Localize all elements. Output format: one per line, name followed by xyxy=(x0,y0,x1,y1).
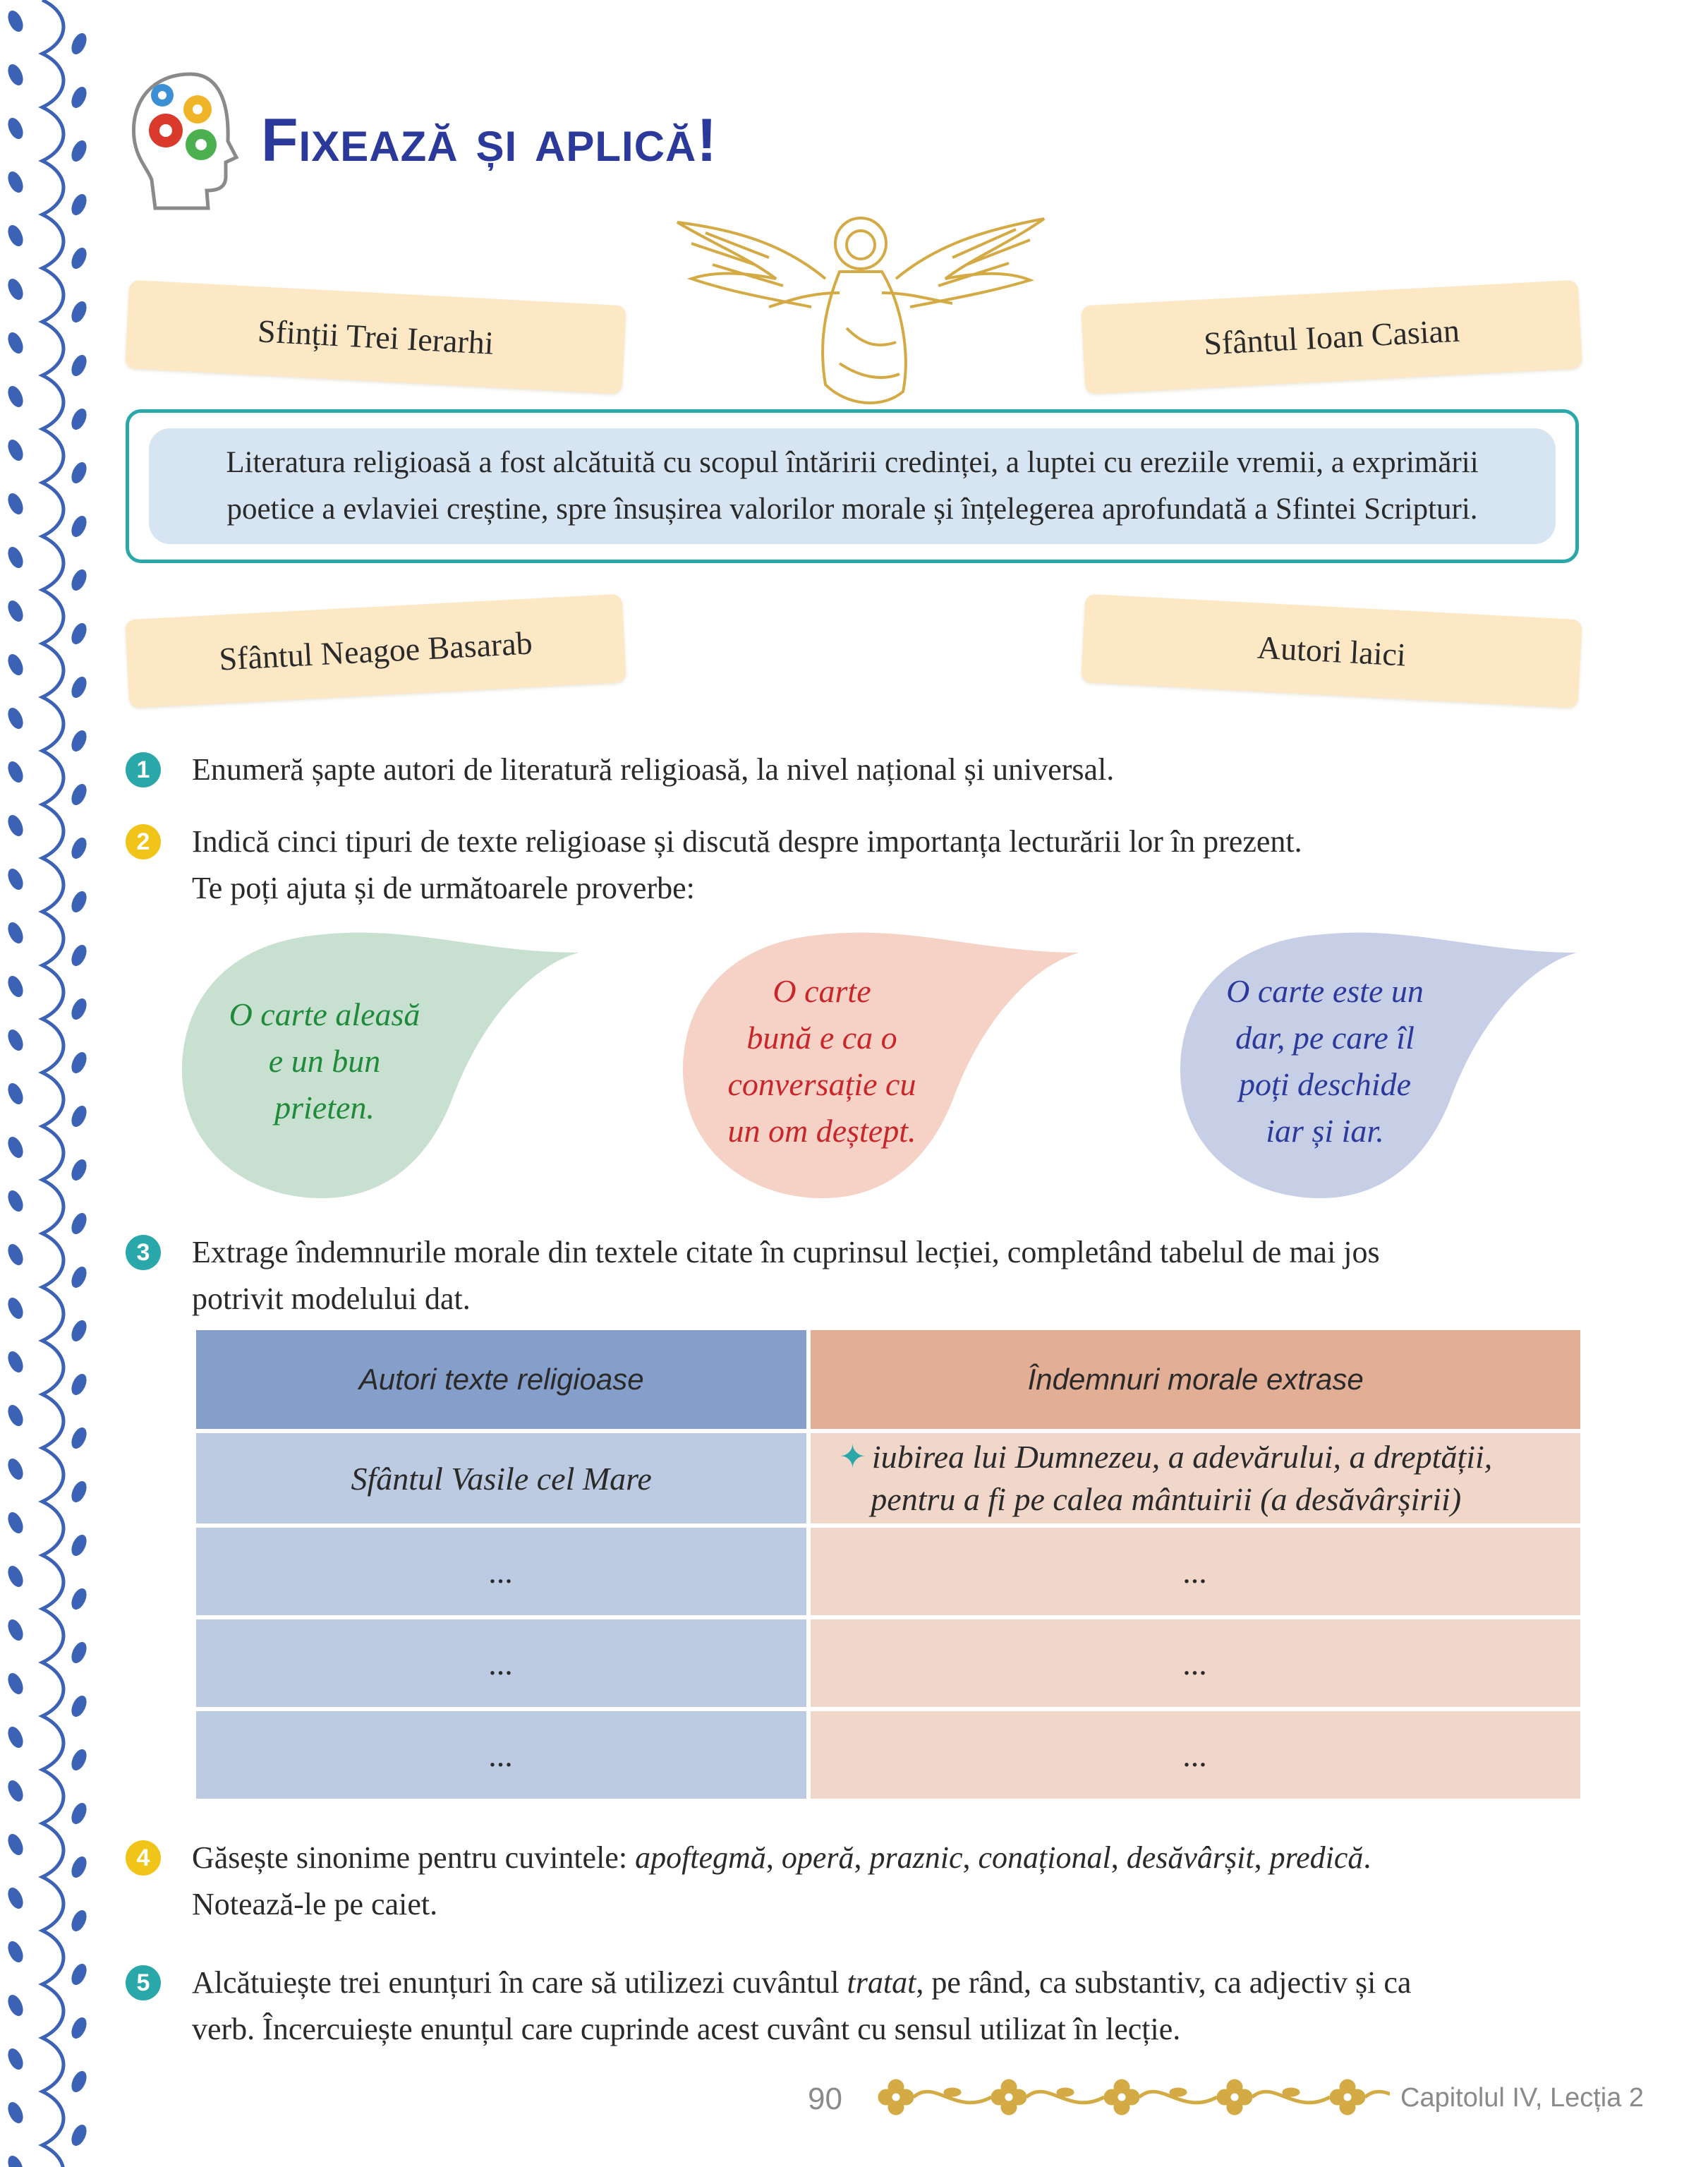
task-5-lead: Alcătuiește trei enunțuri în care să utilizezi cuvântul xyxy=(192,1965,847,2000)
proverb-2-line-2: bună e ca o xyxy=(746,1020,897,1056)
task-number-5: 5 xyxy=(126,1965,161,2000)
decorative-border xyxy=(0,0,106,2167)
table-cell-author: ... xyxy=(196,1711,806,1799)
table-header-authors: Autori texte religioase xyxy=(196,1330,806,1429)
period: . xyxy=(1363,1840,1371,1875)
task-1-text: Enumeră șapte autori de literatură religioasă, la nivel național și universal. xyxy=(192,752,1115,787)
table-row xyxy=(196,1619,1580,1707)
task-number-2: 2 xyxy=(126,824,161,859)
label-trei-ierarhi: Sfinții Trei Ierarhi xyxy=(125,280,626,394)
task-3-line-2: potrivit modelului dat. xyxy=(192,1281,471,1316)
task-2-line-1: Indică cinci tipuri de texte religioase și discută despre importanța lecturării lor în prezent. xyxy=(192,824,1302,859)
example-line-2: pentru a fi pe calea mântuirii (a desăvârșirii) xyxy=(871,1481,1462,1517)
task-4-word-6: predică xyxy=(1269,1840,1364,1875)
task-3-line-1: Extrage îndemnurile morale din textele citate în cuprinsul lecției, completând tabelul de mai jos xyxy=(192,1235,1380,1269)
proverb-text-1 xyxy=(190,991,459,1131)
task-4-word-1: apoftegmă xyxy=(635,1840,766,1875)
proverb-3-line-2: dar, pe care îl xyxy=(1235,1020,1415,1056)
head-gears-icon xyxy=(123,67,243,212)
task-number-1: 1 xyxy=(126,752,161,787)
task-4-word-3: praznic xyxy=(869,1840,963,1875)
separator: , xyxy=(1110,1840,1127,1875)
example-line-1: iubirea lui Dumnezeu, a adevărului, a dreptății, xyxy=(871,1439,1493,1475)
moral-table xyxy=(196,1330,1580,1799)
task-4-lead: Găsește sinonime pentru cuvintele: xyxy=(192,1840,636,1875)
table-cell-author: ... xyxy=(196,1619,806,1707)
label-autori-laici: Autori laici xyxy=(1081,594,1582,708)
proverb-text-3 xyxy=(1184,968,1466,1154)
task-number-3: 3 xyxy=(126,1235,161,1270)
table-row xyxy=(196,1433,1580,1523)
table-cell-author: ... xyxy=(196,1528,806,1615)
separator: , xyxy=(854,1840,870,1875)
proverb-1-line-1: O carte aleasă xyxy=(229,996,420,1032)
label-ioan-casian: Sfântul Ioan Casian xyxy=(1081,280,1582,394)
task-5-text xyxy=(192,1960,1580,2053)
info-box xyxy=(126,409,1579,563)
separator: , xyxy=(765,1840,782,1875)
proverb-3-line-1: O carte este un xyxy=(1226,973,1424,1009)
footer-ornament xyxy=(854,2071,1390,2124)
info-text xyxy=(167,440,1537,533)
info-line-2: poetice a evlaviei creștine, spre însușirea valorilor morale și înțelegerea aprofundată a Sfintei Scripturi. xyxy=(226,493,1478,526)
task-4-text xyxy=(192,1835,1580,1928)
info-panel xyxy=(149,428,1556,544)
angel-illustration xyxy=(670,201,1051,416)
page-title: Fixează și aplică! xyxy=(261,107,717,174)
proverb-2-line-1: O carte xyxy=(773,973,871,1009)
table-header-morals: Îndemnuri morale extrase xyxy=(811,1330,1580,1429)
star-icon: ✦ xyxy=(839,1439,866,1475)
task-2-line-2: Te poți ajuta și de următoarele proverbe: xyxy=(192,871,695,905)
proverb-2-line-4: un om deștept. xyxy=(727,1113,916,1149)
page-number: 90 xyxy=(808,2082,842,2116)
proverb-3-line-4: iar și iar. xyxy=(1266,1113,1384,1149)
task-4-word-5: desăvârșit xyxy=(1126,1840,1254,1875)
proverb-2-line-3: conversație cu xyxy=(727,1066,916,1102)
table-row xyxy=(196,1528,1580,1615)
chapter-label: Capitolul IV, Lecția 2 xyxy=(1400,2083,1645,2113)
task-5-rest: , pe rând, ca substantiv, ca adjectiv și ca xyxy=(916,1965,1412,2000)
proverb-text-2 xyxy=(688,968,956,1154)
task-4-word-4: conațional xyxy=(978,1840,1111,1875)
info-line-1: Literatura religioasă a fost alcătuită cu scopul întăririi credinței, a luptei cu ereziile vremii, a exprimării xyxy=(226,446,1479,479)
proverb-1-line-3: prieten. xyxy=(274,1089,375,1125)
task-5-word: tratat xyxy=(847,1965,916,2000)
task-number-4: 4 xyxy=(126,1840,161,1876)
table-cell-author: Sfântul Vasile cel Mare xyxy=(196,1433,806,1523)
table-cell-moral: ... xyxy=(811,1619,1580,1707)
table-cell-moral xyxy=(811,1433,1580,1523)
label-neagoe-basarab: Sfântul Neagoe Basarab xyxy=(125,594,626,708)
separator: , xyxy=(1254,1840,1270,1875)
table-cell-moral: ... xyxy=(811,1528,1580,1615)
proverb-3-line-3: poți deschide xyxy=(1239,1066,1411,1102)
table-row xyxy=(196,1711,1580,1799)
table-cell-moral: ... xyxy=(811,1711,1580,1799)
proverb-1-line-2: e un bun xyxy=(268,1043,381,1079)
task-3-text xyxy=(192,1229,1580,1322)
table-header-row xyxy=(196,1330,1580,1429)
task-4-word-2: operă xyxy=(781,1840,854,1875)
task-4-line-2: Notează-le pe caiet. xyxy=(192,1887,438,1921)
separator: , xyxy=(962,1840,979,1875)
task-2-text xyxy=(192,819,1302,912)
task-5-line-2: verb. Încercuiește enunțul care cuprinde acest cuvânt cu sensul utilizat în lecție. xyxy=(192,2012,1181,2046)
